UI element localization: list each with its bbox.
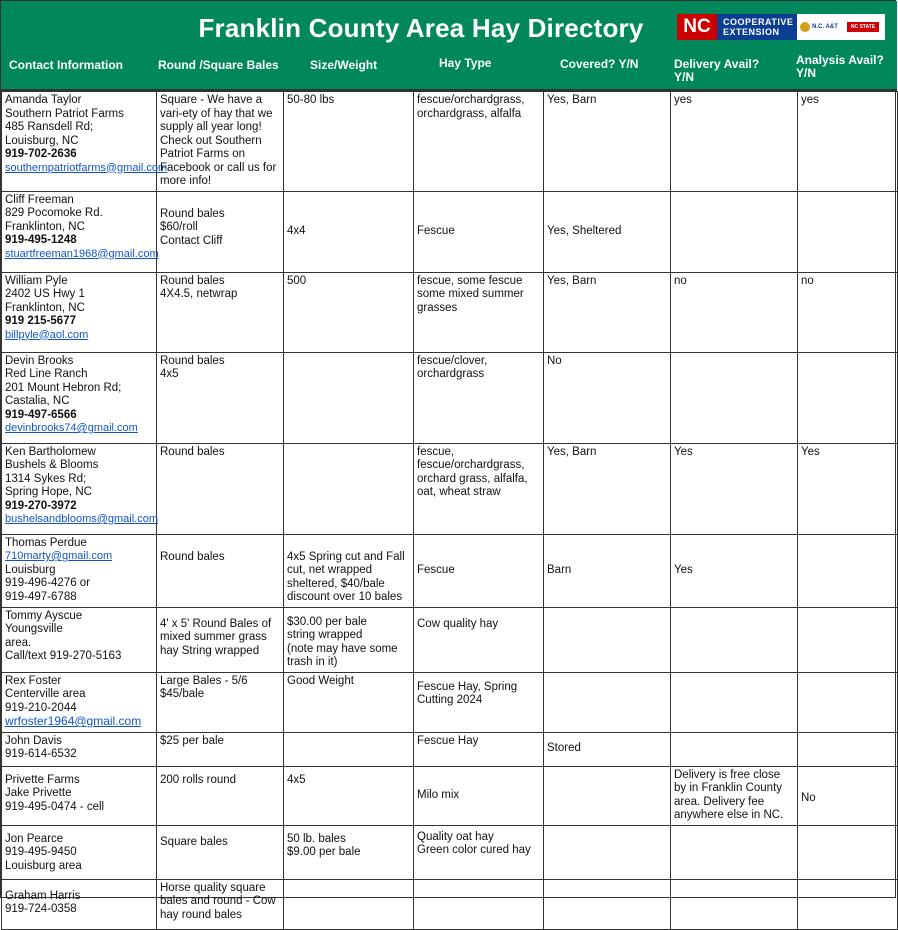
ncstate-logo <box>841 14 885 40</box>
bales-cell: $25 per bale <box>157 732 284 766</box>
bales-cell: Horse quality square bales and round - Cow hay round bales <box>157 879 284 929</box>
delivery-cell <box>671 352 798 443</box>
contact-cell: Jon Pearce 919-495-9450 Louisburg area <box>2 825 157 879</box>
email-link[interactable]: bushelsandblooms@gmail.com <box>5 513 159 525</box>
size-cell <box>284 879 414 929</box>
analysis-cell <box>798 825 898 879</box>
bales-cell: Square - We have a vari-ety of hay that we supply all year long! Check out Southern Patriot Farms on Facebook or call us for more info! <box>157 92 284 192</box>
analysis-cell <box>798 191 898 272</box>
email-link[interactable]: southernpatriotfarms@gmail.com <box>5 161 168 174</box>
table-row <box>2 92 898 192</box>
contact-cell: Devin Brooks Red Line Ranch 201 Mount Hebron Rd; Castalia, NC 919-497-6566 devinbrooks74@gmail.com <box>2 352 157 443</box>
analysis-cell <box>798 607 898 672</box>
covered-cell <box>544 766 671 825</box>
email-link[interactable]: stuartfreeman1968@gmail.com <box>5 247 159 260</box>
size-cell: 4x5 <box>284 766 414 825</box>
analysis-cell <box>798 732 898 766</box>
ext-line-2: EXTENSION <box>723 27 780 37</box>
delivery-cell: Yes <box>671 534 798 607</box>
table-row <box>2 352 898 443</box>
col-header-contact: Contact Information <box>9 58 123 72</box>
size-cell: 500 <box>284 272 414 352</box>
contact-cell: Cliff Freeman 829 Pocomoke Rd. Franklinton, NC 919-495-1248 stuartfreeman1968@gmail.com <box>2 191 157 272</box>
bales-cell: Round bales 4X4.5, netwrap <box>157 272 284 352</box>
covered-cell: Stored <box>544 732 671 766</box>
size-cell: 4x4 <box>284 191 414 272</box>
hay-type-cell: Quality oat hay Green color cured hay <box>414 825 544 879</box>
hay-type-cell: Fescue <box>414 191 544 272</box>
bales-cell: Round bales $60/roll Contact Cliff <box>157 191 284 272</box>
covered-cell <box>544 879 671 929</box>
nc-logo-mark: NC <box>677 14 717 40</box>
covered-cell: Barn <box>544 534 671 607</box>
analysis-cell: No <box>798 766 898 825</box>
delivery-cell <box>671 879 798 929</box>
hay-type-cell: Milo mix <box>414 766 544 825</box>
table-row <box>2 825 898 879</box>
table-row <box>2 672 898 732</box>
hay-type-cell: Fescue Hay, Spring Cutting 2024 <box>414 672 544 732</box>
hay-type-cell: fescue/clover, orchardgrass <box>414 352 544 443</box>
covered-cell: No <box>544 352 671 443</box>
analysis-cell <box>798 534 898 607</box>
table-row <box>2 191 898 272</box>
col-header-delivery: Delivery Avail? Y/N <box>674 57 760 84</box>
seal-icon <box>800 22 810 32</box>
col-header-hay: Hay Type <box>439 56 492 70</box>
size-cell <box>284 732 414 766</box>
covered-cell <box>544 672 671 732</box>
bales-cell: Round bales <box>157 443 284 534</box>
covered-cell <box>544 607 671 672</box>
analysis-cell <box>798 879 898 929</box>
covered-cell: Yes, Barn <box>544 92 671 192</box>
analysis-cell: no <box>798 272 898 352</box>
bales-cell: Round bales <box>157 534 284 607</box>
col-header-bales: Round /Square Bales <box>158 58 279 72</box>
covered-cell: Yes, Barn <box>544 272 671 352</box>
contact-cell: Amanda Taylor Southern Patriot Farms 485 Ransdell Rd; Louisburg, NC 919-702-2636 southernpatriotfarms@gmail.com <box>2 92 157 192</box>
delivery-cell <box>671 191 798 272</box>
col-header-covered: Covered? Y/N <box>560 57 639 71</box>
hay-type-cell: Cow quality hay <box>414 607 544 672</box>
delivery-cell: yes <box>671 92 798 192</box>
ncstate-label: NC STATE <box>847 22 879 32</box>
hay-type-cell: Fescue Hay <box>414 732 544 766</box>
delivery-cell <box>671 607 798 672</box>
contact-cell: Tommy Ayscue Youngsville area. Call/text 919-270-5163 <box>2 607 157 672</box>
size-cell: $30.00 per bale string wrapped (note may have some trash in it) <box>284 607 414 672</box>
contact-cell: Ken Bartholomew Bushels & Blooms 1314 Sykes Rd; Spring Hope, NC 919-270-3972 bushelsandblooms@gmail.com <box>2 443 157 534</box>
contact-cell: Rex Foster Centerville area 919-210-2044 wrfoster1964@gmail.com <box>2 672 157 732</box>
page-title: Franklin County Area Hay Directory <box>198 13 644 43</box>
col-header-size: Size/Weight <box>310 58 378 72</box>
hay-type-cell <box>414 879 544 929</box>
size-cell <box>284 443 414 534</box>
bales-cell: Large Bales - 5/6 $45/bale <box>157 672 284 732</box>
table-row <box>2 607 898 672</box>
email-link[interactable]: wrfoster1964@gmail.com <box>5 714 142 728</box>
hay-type-cell: fescue, fescue/orchardgrass, orchard grass, alfalfa, oat, wheat straw <box>414 443 544 534</box>
table-row <box>2 732 898 766</box>
size-cell <box>284 352 414 443</box>
size-cell: 50 lb. bales $9.00 per bale <box>284 825 414 879</box>
table-row <box>2 443 898 534</box>
hay-type-cell: fescue, some fescue some mixed summer grasses <box>414 272 544 352</box>
hay-type-cell: fescue/orchardgrass, orchardgrass, alfalfa <box>414 92 544 192</box>
cooperative-extension-wordmark <box>717 14 797 40</box>
contact-cell: Graham Harris 919-724-0358 <box>2 879 157 929</box>
covered-cell <box>544 825 671 879</box>
delivery-cell: no <box>671 272 798 352</box>
delivery-cell <box>671 672 798 732</box>
email-link[interactable]: 710marty@gmail.com <box>5 550 113 562</box>
covered-cell: Yes, Sheltered <box>544 191 671 272</box>
delivery-cell: Yes <box>671 443 798 534</box>
delivery-cell <box>671 732 798 766</box>
analysis-cell: Yes <box>798 443 898 534</box>
hay-type-cell: Fescue <box>414 534 544 607</box>
contact-cell: Thomas Perdue 710marty@gmail.com Louisburg 919-496-4276 or 919-497-6788 <box>2 534 157 607</box>
analysis-cell <box>798 672 898 732</box>
ncat-logo <box>797 14 841 40</box>
contact-cell: Privette Farms Jake Privette 919-495-0474 - cell <box>2 766 157 825</box>
table-row <box>2 272 898 352</box>
delivery-cell <box>671 825 798 879</box>
header-banner <box>1 1 897 91</box>
table-row <box>2 766 898 825</box>
size-cell: 4x5 Spring cut and Fall cut, net wrapped sheltered, $40/bale discount over 10 bales <box>284 534 414 607</box>
bales-cell: 4' x 5' Round Bales of mixed summer grass hay String wrapped <box>157 607 284 672</box>
bales-cell: 200 rolls round <box>157 766 284 825</box>
email-link[interactable]: billpyle@aol.com <box>5 328 89 341</box>
email-link[interactable]: devinbrooks74@gmail.com <box>5 422 138 434</box>
covered-cell: Yes, Barn <box>544 443 671 534</box>
contact-cell: John Davis 919-614-6532 <box>2 732 157 766</box>
delivery-cell: Delivery is free close by in Franklin County area. Delivery fee anywhere else in NC. <box>671 766 798 825</box>
hay-directory-table <box>1 91 898 930</box>
bales-cell: Square bales <box>157 825 284 879</box>
bales-cell: Round bales 4x5 <box>157 352 284 443</box>
col-header-analysis: Analysis Avail? Y/N <box>796 53 884 80</box>
size-cell: Good Weight <box>284 672 414 732</box>
analysis-cell <box>798 352 898 443</box>
contact-cell: William Pyle 2402 US Hwy 1 Franklinton, NC 919 215-5677 billpyle@aol.com <box>2 272 157 352</box>
table-row <box>2 879 898 929</box>
ext-line-1: COOPERATIVE <box>723 17 794 27</box>
table-row <box>2 534 898 607</box>
analysis-cell: yes <box>798 92 898 192</box>
extension-logo <box>677 14 885 40</box>
ncat-label: N.C. A&T <box>812 24 838 30</box>
size-cell: 50-80 lbs <box>284 92 414 192</box>
